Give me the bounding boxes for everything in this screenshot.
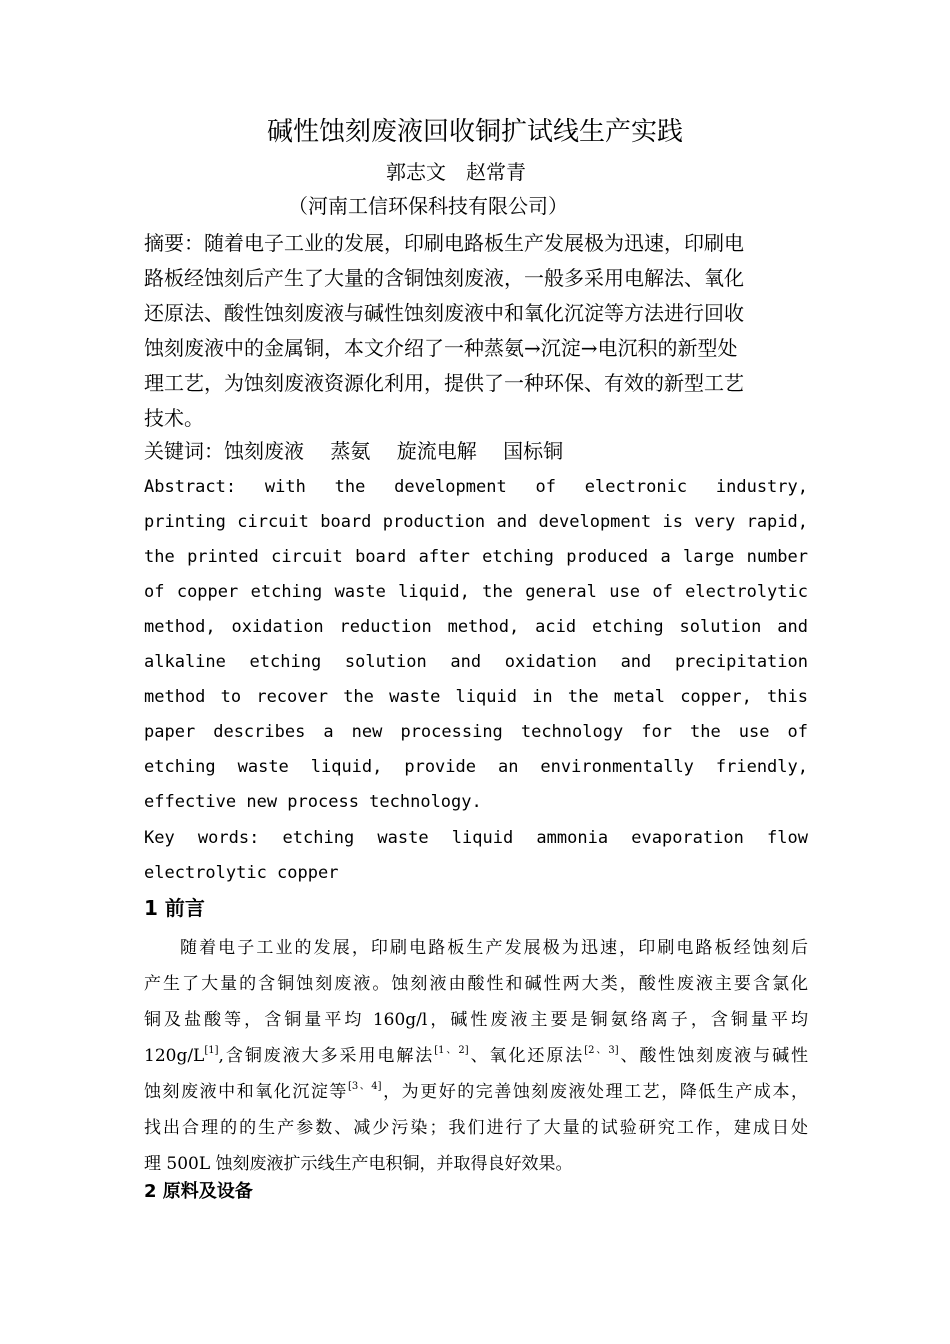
abstract-en-line: method to recover the waste liquid in the metal copper, this — [144, 687, 808, 707]
citation-ref: [2、3] — [584, 1045, 619, 1056]
keywords-english — [144, 821, 808, 891]
paper-title: 碱性蚀刻废液回收铜扩试线生产实践 — [266, 117, 683, 147]
affiliation: （河南工信环保科技有限公司） — [288, 194, 568, 218]
citation-ref: [1、2] — [434, 1045, 469, 1056]
intro-line-with-refs — [144, 1074, 808, 1110]
intro-text: 、酸性蚀刻废液与碱性 — [618, 1046, 809, 1066]
abstract-en-line: paper describes a new processing technology for the use of — [144, 722, 808, 742]
intro-line-with-refs — [144, 1038, 808, 1074]
intro-line: 理 500L 蚀刻废液扩示线生产电积铜，并取得良好效果。 — [144, 1154, 573, 1174]
keywords-en-line: Key words: etching waste liquid ammonia evaporation flow — [144, 828, 808, 848]
intro-text: 蚀刻废液中和氧化沉淀等 — [144, 1082, 348, 1102]
abstract-en-line: etching waste liquid, provide an environmentally friendly, — [144, 757, 808, 777]
intro-line: 产生了大量的含铜蚀刻废液。蚀刻液由酸性和碱性两大类，酸性废液主要含氯化 — [144, 974, 808, 994]
introduction-body — [144, 930, 808, 1182]
intro-line: 找出合理的的生产参数、减少污染；我们进行了大量的试验研究工作，建成日处 — [144, 1118, 808, 1138]
abstract-en-line: printing circuit board production and development is very rapid, — [144, 512, 808, 532]
abstract-cn-line: 理工艺，为蚀刻废液资源化利用，提供了一种环保、有效的新型工艺 — [144, 371, 744, 395]
intro-text: 120g/L — [144, 1046, 205, 1066]
abstract-cn-line: 路板经蚀刻后产生了大量的含铜蚀刻废液，一般多采用电解法、氧化 — [144, 266, 744, 290]
keywords-chinese: 关键词：蚀刻废液 蒸氨 旋流电解 国标铜 — [144, 439, 564, 463]
abstract-cn-line: 技术。 — [144, 406, 204, 430]
abstract-en-line: the printed circuit board after etching produced a large number — [144, 547, 808, 567]
section-heading-materials: 2 原料及设备 — [144, 1181, 253, 1202]
citation-ref: [3、4] — [347, 1081, 382, 1092]
intro-line: 铜及盐酸等，含铜量平均 160g/l，碱性废液主要是铜氨络离子，含铜量平均 — [144, 1010, 808, 1030]
abstract-cn-line: 蚀刻废液中的金属铜，本文介绍了一种蒸氨→沉淀→电沉积的新型处 — [144, 336, 738, 360]
authors: 郭志文 赵常青 — [386, 160, 526, 184]
intro-text: 、氧化还原法 — [468, 1046, 585, 1066]
abstract-en-line: Abstract: with the development of electronic industry, — [144, 477, 808, 497]
intro-line: 随着电子工业的发展，印刷电路板生产发展极为迅速，印刷电路板经蚀刻后 — [180, 938, 808, 958]
abstract-en-line: alkaline etching solution and oxidation and precipitation — [144, 652, 808, 672]
abstract-en-line: method, oxidation reduction method, acid etching solution and — [144, 617, 808, 637]
intro-text: ，为更好的完善蚀刻废液处理工艺，降低生产成本， — [381, 1082, 808, 1102]
abstract-en-line: of copper etching waste liquid, the general use of electrolytic — [144, 582, 808, 602]
abstract-cn-line: 还原法、酸性蚀刻废液与碱性蚀刻废液中和氧化沉淀等方法进行回收 — [144, 301, 744, 325]
abstract-chinese — [144, 226, 808, 436]
keywords-en-line: electrolytic copper — [144, 863, 339, 883]
abstract-english — [144, 470, 808, 820]
abstract-en-line: effective new process technology. — [144, 792, 482, 812]
abstract-cn-line: 摘要：随着电子工业的发展，印刷电路板生产发展极为迅速，印刷电 — [144, 231, 744, 255]
section-heading-introduction: 1 前言 — [144, 896, 205, 920]
citation-ref: [1] — [204, 1045, 219, 1056]
intro-text: ,含铜废液大多采用电解法 — [218, 1046, 435, 1066]
